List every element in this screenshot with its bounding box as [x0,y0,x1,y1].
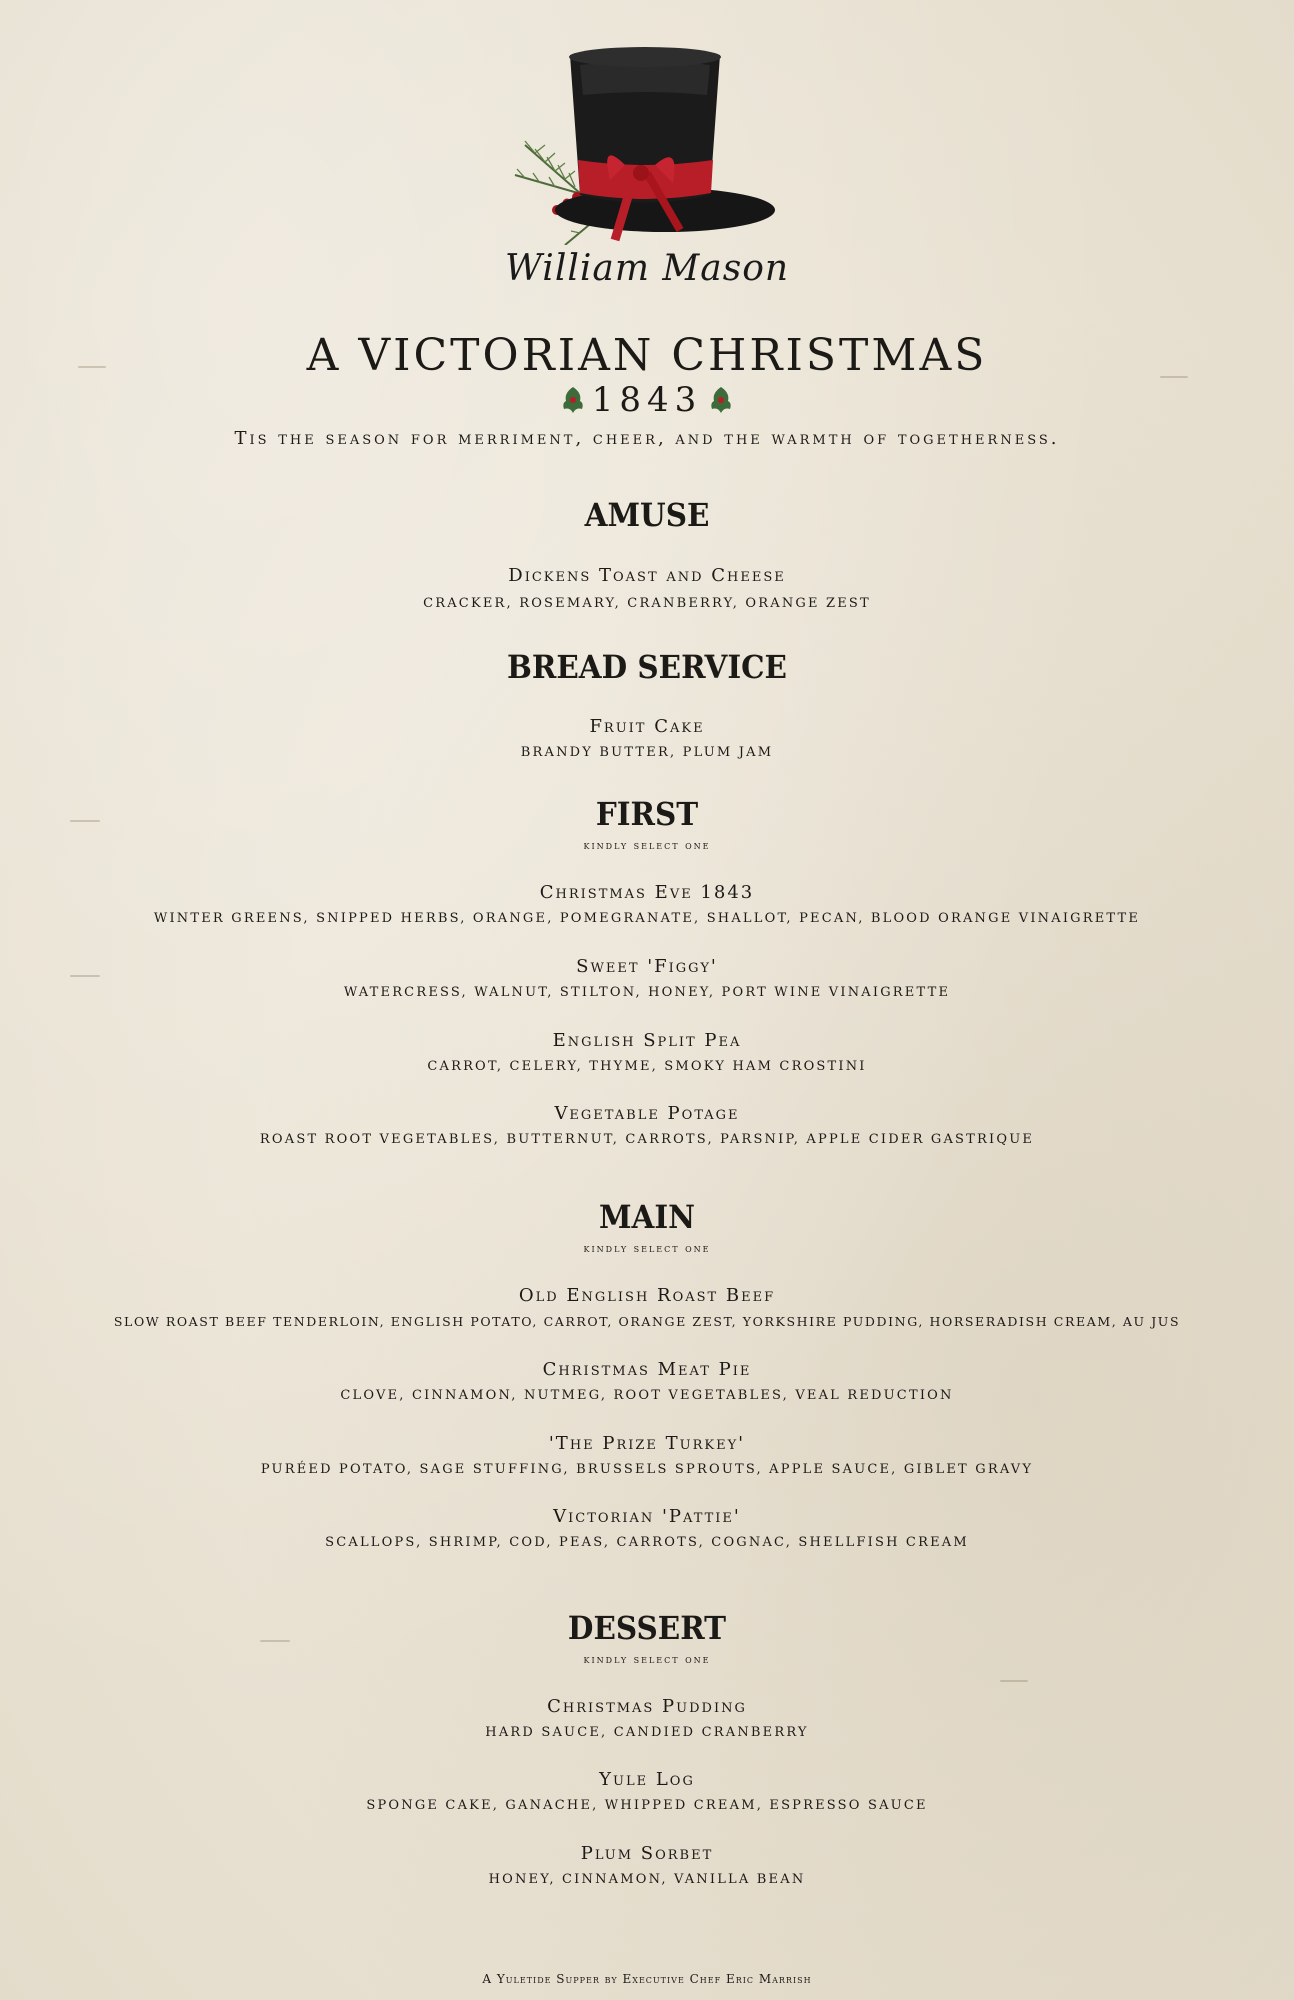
dish-name: Christmas Meat Pie [542,1359,752,1380]
dish-description: WATERCRESS, WALNUT, STILTON, HONEY, PORT WINE VINAIGRETTE [343,985,951,1000]
holly-icon [560,385,586,415]
select-note: kindly select one [583,1653,711,1666]
chef-signature: William Mason [504,248,790,289]
dish-name: Christmas Pudding [547,1696,747,1717]
section-title-dessert: DESSERT [567,1609,727,1647]
select-note: kindly select one [583,1242,711,1255]
dish-description: BRANDY BUTTER, PLUM JAM [520,745,774,760]
dish-description: WINTER GREENS, SNIPPED HERBS, ORANGE, POMEGRANATE, SHALLOT, PECAN, BLOOD ORANGE VINAIGRETTE [153,911,1141,926]
dish-name: Plum Sorbet [580,1843,714,1864]
hat-body [555,47,775,240]
section-title-bread: BREAD SERVICE [506,648,787,686]
top-hat-icon [495,45,775,245]
dish-description: HARD SAUCE, CANDIED CRANBERRY [485,1725,809,1740]
dish-name: Dickens Toast and Cheese [508,565,786,586]
menu-title: A VICTORIAN CHRISTMAS [306,330,988,381]
dish-name: Vegetable Potage [554,1103,740,1124]
section-title-first: FIRST [595,795,699,833]
tagline: Tis the season for merriment, cheer, and the warmth of togetherness. [234,428,1060,449]
menu-year: 1843 [591,380,703,420]
dish-name: Victorian 'Pattie' [553,1506,741,1527]
dish-description: PURÉED POTATO, SAGE STUFFING, BRUSSELS SPROUTS, APPLE SAUCE, GIBLET GRAVY [260,1462,1034,1477]
dish-description: SLOW ROAST BEEF TENDERLOIN, ENGLISH POTATO, CARROT, ORANGE ZEST, YORKSHIRE PUDDING, HORSERADISH CREAM, AU JUS [113,1314,1181,1329]
dish-name: Yule Log [599,1769,695,1790]
dish-description: CARROT, CELERY, THYME, SMOKY HAM CROSTINI [427,1059,867,1074]
footer-credit: A Yuletide Supper by Executive Chef Eric Marrish [482,1972,812,1986]
dish-description: HONEY, CINNAMON, VANILLA BEAN [488,1872,806,1887]
dish-name: 'The Prize Turkey' [548,1433,746,1454]
dish-name: Old English Roast Beef [518,1285,776,1306]
dish-name: Sweet 'Figgy' [576,956,718,977]
dish-description: CRACKER, ROSEMARY, CRANBERRY, ORANGE ZEST [423,596,871,611]
dish-description: ROAST ROOT VEGETABLES, BUTTERNUT, CARROTS, PARSNIP, APPLE CIDER GASTRIQUE [259,1132,1035,1147]
section-title-amuse: AMUSE [584,496,710,534]
dish-name: English Split Pea [552,1030,742,1051]
dish-description: CLOVE, CINNAMON, NUTMEG, ROOT VEGETABLES, VEAL REDUCTION [340,1388,954,1403]
year-line [0,380,1294,420]
dish-name: Christmas Eve 1843 [539,882,755,903]
dish-name: Fruit Cake [589,716,705,737]
holly-icon [708,385,734,415]
paper-speck [1000,1680,1028,1682]
select-note: kindly select one [583,839,711,852]
section-title-main: MAIN [598,1198,696,1236]
dish-description: SPONGE CAKE, GANACHE, WHIPPED CREAM, ESPRESSO SAUCE [366,1798,928,1813]
dish-description: SCALLOPS, SHRIMP, COD, PEAS, CARROTS, COGNAC, SHELLFISH CREAM [325,1535,969,1550]
